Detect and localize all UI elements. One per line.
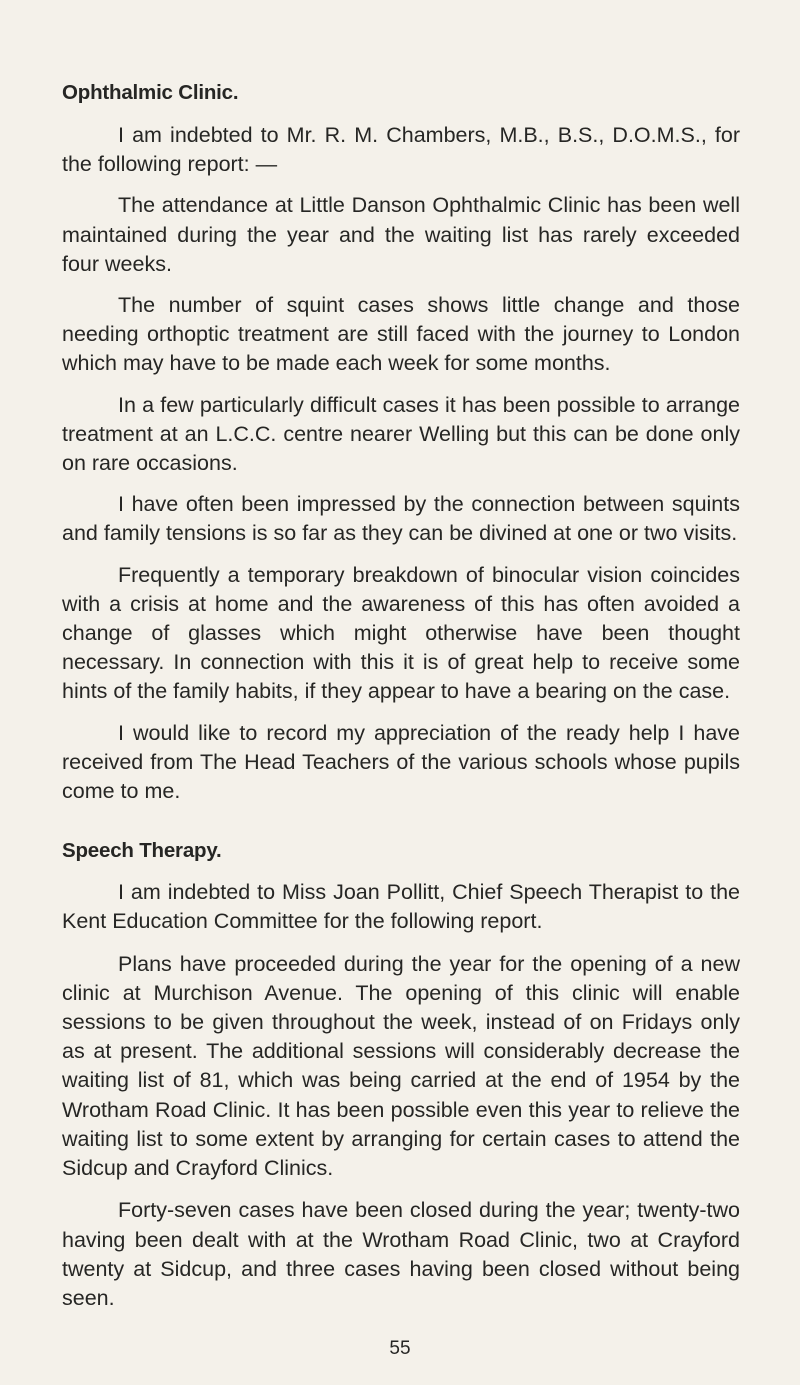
document-page [62, 78, 740, 1326]
paragraph: The attendance at Little Danson Ophthalmic Clinic has been well maintained during the year and the waiting list has rarely exceeded four weeks. [62, 193, 740, 276]
paragraph: The number of squint cases shows little change and those needing orthoptic treatment are still faced with the journey to London which may have to be made each week for some months. [62, 293, 740, 376]
paragraph: Frequently a temporary breakdown of binocular vision coincides with a crisis at home and the awareness of this has often avoided a change of glasses which might otherwise have been thought necessary. In connection with this it is of great help to receive some hints of the family habits, if they appear to have a bearing on the case. [62, 562, 740, 704]
section-heading-speech-therapy: Speech Therapy. [62, 839, 222, 863]
paragraph: Forty-seven cases have been closed during the year; twenty-two having been dealt with at the Wrotham Road Clinic, two at Crayford twenty at Sidcup, and three cases having been closed without being seen. [62, 1198, 740, 1310]
section-heading-ophthalmic-clinic: Ophthalmic Clinic. [62, 81, 239, 104]
paragraph: Plans have proceeded during the year for the opening of a new clinic at Murchison Avenue. The opening of this clinic will enable sessions to be given throughout the week, instead of on Fridays only as at present. The additional sessions will considerably decrease the waiting list of 81, which was being carried at the end of 1954 by the Wrotham Road Clinic. It has been possible even this year to relieve the waiting list to some extent by arranging for certain cases to attend the Sidcup and Crayford Clinics. [62, 951, 740, 1181]
page-number: 55 [389, 1338, 411, 1359]
paragraph: In a few particularly difficult cases it has been possible to arrange treatment at an L.C.C. centre nearer Welling but this can be done only on rare occasions. [62, 392, 740, 476]
paragraph: I would like to record my appreciation of the ready help I have received from The Head Teachers of the various schools whose pupils come to me. [62, 720, 740, 804]
paragraph: I have often been impressed by the connection between squints and family tensions is so far as they can be divined at one or two visits. [62, 492, 740, 546]
paragraph: I am indebted to Mr. R. M. Chambers, M.B., B.S., D.O.M.S., for the following report: — [62, 123, 740, 177]
paragraph: I am indebted to Miss Joan Pollitt, Chief Speech Therapist to the Kent Education Committee for the following report. [62, 880, 740, 934]
